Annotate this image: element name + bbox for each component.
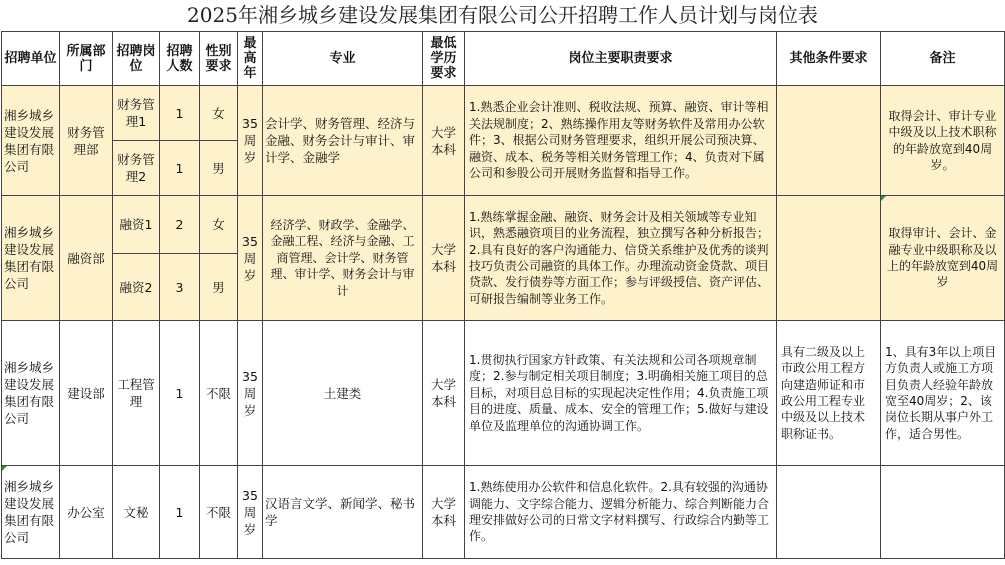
group-financing [2,196,1005,321]
table-row [2,86,1005,141]
cell-dept: 办公室 [60,466,113,559]
cell-age: 35周岁 [238,466,263,559]
cell-edu: 大学本科 [423,86,465,196]
cell-edu: 大学本科 [423,196,465,321]
cell-count: 2 [160,196,200,254]
cell-edu: 大学本科 [423,321,465,466]
header-dept: 所属部门 [60,32,113,86]
header-gender: 性别要求 [200,32,238,86]
cell-duty: 1.贯彻执行国家方针政策、有关法规和公司各项规章制度；2.参与制定相关项目制度；3.明确相关施工项目的总目标，对项目总目标的实现起决定性作用；4.负责施工项目的进度、质量、成本、安全的管理工作；5.做好与建设单位及监理单位的沟通协调工作。 [465,321,777,466]
header-other: 其他条件要求 [777,32,881,86]
cell-note: 1、具有3年以上项目方负责人或施工方项目负责人经验年龄放宽至40周岁；2、该岗位长期从事户外工作，适合男性。 [881,321,1005,466]
cell-post: 财务管理2 [113,141,160,196]
cell-count: 1 [160,466,200,559]
header-edu: 最低学历要求 [423,32,465,86]
table-row [2,196,1005,254]
cell-duty: 1.熟练掌握金融、融资、财务会计及相关领域等专业知识，熟悉融资项目的业务流程，独立撰写各种分析报告；2.具有良好的客户沟通能力、信贷关系维护及优秀的谈判技巧负责公司融资的具体工作。办理流动资金贷款、项目贷款、发行债券等方面工作；参与评级授信、资产评估、可研报告编制等业务工作。 [465,196,777,321]
group-construction [2,321,1005,466]
cell-major: 会计学、财务管理、经济与金融、财务会计与审计、审计学、金融学 [263,86,423,196]
cell-major: 经济学、财政学、金融学、金融工程、经济与金融、工商管理、会计学、财务管理、审计学、财务会计与审计 [263,196,423,321]
cell-major: 土建类 [263,321,423,466]
cell-dept: 财务管理部 [60,86,113,196]
cell-duty: 1.熟练使用办公软件和信息化软件。2.具有较强的沟通协调能力、文字综合能力、逻辑分析能力、综合判断能力合理安排做好公司的日常文字材料撰写、行政综合内勤等工作。 [465,466,777,559]
recruitment-table [1,31,1005,559]
table-row [2,466,1005,559]
cell-gender: 女 [200,196,238,254]
cell-post: 融资2 [113,254,160,321]
cell-edu: 大学本科 [423,466,465,559]
header-post: 招聘岗位 [113,32,160,86]
cell-gender: 不限 [200,321,238,466]
header-major: 专业 [263,32,423,86]
header-unit: 招聘单位 [2,32,60,86]
cell-post: 工程管理 [113,321,160,466]
cell-count: 1 [160,86,200,141]
cell-age: 35周岁 [238,196,263,321]
cell-dept: 建设部 [60,321,113,466]
cell-duty: 1.熟悉企业会计准则、税收法规、预算、融资、审计等相关法规制度；2、熟练操作用友等财务软件及常用办公软件；3、根据公司财务管理要求，组织开展公司预决算、融资、成本、税务等相关财务管理工作；4、负责对下属公司和参股公司开展财务监督和指导工作。 [465,86,777,196]
cell-count: 3 [160,254,200,321]
group-finance [2,86,1005,196]
cell-age: 35周岁 [238,86,263,196]
header-duty: 岗位主要职责要求 [465,32,777,86]
cell-note: 取得审计、会计、金融专业中级职称及以上的年龄放宽到40周岁 [881,196,1005,321]
cell-other [777,86,881,196]
cell-other: 具有二级及以上市政公用工程方向建造师证和市政公用工程专业中级及以上技术职称证书。 [777,321,881,466]
cell-unit: 湘乡城乡建设发展集团有限公司 [2,196,60,321]
cell-unit: 湘乡城乡建设发展集团有限公司 [2,86,60,196]
cell-dept: 融资部 [60,196,113,321]
cell-post: 财务管理1 [113,86,160,141]
cell-major: 汉语言文学、新闻学、秘书学 [263,466,423,559]
header-age: 最高年 [238,32,263,86]
cell-count: 1 [160,141,200,196]
cell-note [881,466,1005,559]
cell-age: 35周岁 [238,321,263,466]
cell-gender: 男 [200,254,238,321]
cell-gender: 女 [200,86,238,141]
cell-post: 文秘 [113,466,160,559]
cell-gender: 不限 [200,466,238,559]
cell-gender: 男 [200,141,238,196]
cell-other [777,196,881,321]
header-row [2,32,1005,86]
cell-other [777,466,881,559]
cell-note: 取得会计、审计专业中级及以上技术职称的年龄放宽到40周岁。 [881,86,1005,196]
header-count: 招聘人数 [160,32,200,86]
table-row [2,321,1005,466]
page-title: 2025年湘乡城乡建设发展集团有限公司公开招聘工作人员计划与岗位表 [187,3,818,27]
cell-post: 融资1 [113,196,160,254]
cell-unit: 湘乡城乡建设发展集团有限公司 [2,466,60,559]
cell-count: 1 [160,321,200,466]
header-note: 备注 [881,32,1005,86]
cell-unit: 湘乡城乡建设发展集团有限公司 [2,321,60,466]
group-office [2,466,1005,559]
